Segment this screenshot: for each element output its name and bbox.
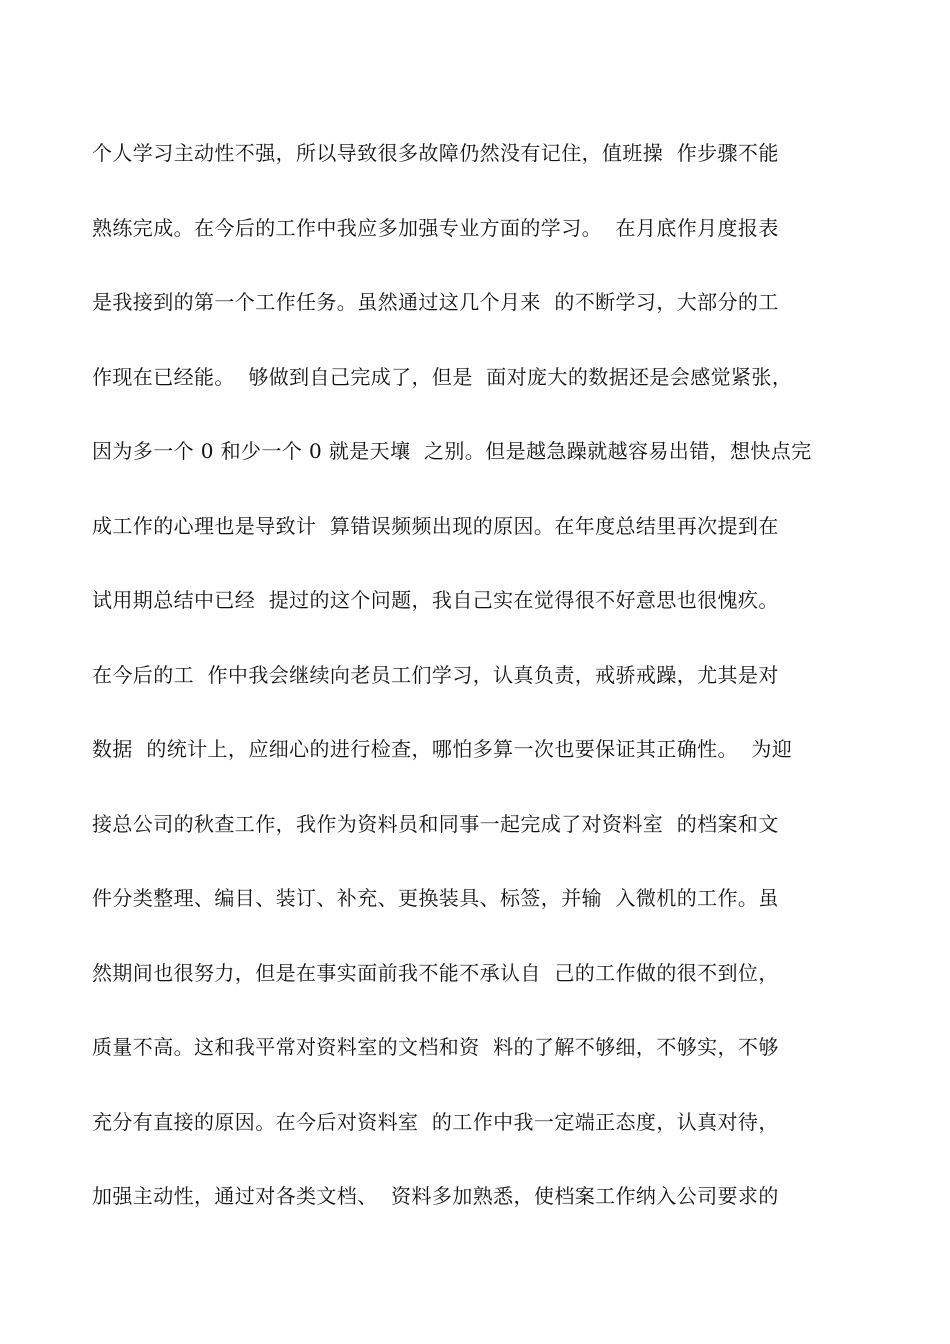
text-line: 因为多一个 0 和少一个 0 就是天壤 之别。但是越急躁就越容易出错，想快点完 [92,439,812,463]
text-line: 充分有直接的原因。在今后对资料室 的工作中我一定端正态度，认真对待， [92,1109,779,1134]
text-line: 成工作的心理也是导致计 算错误频频出现的原因。在年度总结里再次提到在 [92,513,779,538]
text-line: 是我接到的第一个工作任务。虽然通过这几个月来 的不断学习，大部分的工 [92,290,779,314]
text-line: 加强主动性，通过对各类文档、 资料多加熟悉，使档案工作纳入公司要求的 [92,1184,779,1208]
text-line: 试用期总结中已经 提过的这个问题，我自己实在觉得很不好意思也很愧疚。 [92,588,779,612]
text-line: 接总公司的秋查工作，我作为资料员和同事一起完成了对资料室 的档案和文 [92,811,779,836]
text-line: 个人学习主动性不强，所以导致很多故障仍然没有记住，值班操 作步骤不能 [92,141,779,165]
text-line: 质量不高。这和我平常对资料室的文档和资 料的了解不够细，不够实，不够 [92,1035,779,1059]
text-line: 数据 的统计上，应细心的进行检查，哪怕多算一次也要保证其正确性。 为迎 [92,737,793,761]
text-line: 作现在已经能。 够做到自己完成了，但是 面对庞大的数据还是会感觉紧张， [92,364,793,389]
text-line: 件分类整理、编目、装订、补充、更换装具、标签，并输 入微机的工作。虽 [92,886,779,910]
text-line: 在今后的工 作中我会继续向老员工们学习，认真负责，戒骄戒躁，尤其是对 [92,662,779,687]
text-line: 然期间也很努力，但是在事实面前我不能不承认自 己的工作做的很不到位， [92,960,779,985]
text-line: 熟练完成。在今后的工作中我应多加强专业方面的学习。 在月底作月度报表 [92,215,779,240]
body-text [92,131,872,1249]
